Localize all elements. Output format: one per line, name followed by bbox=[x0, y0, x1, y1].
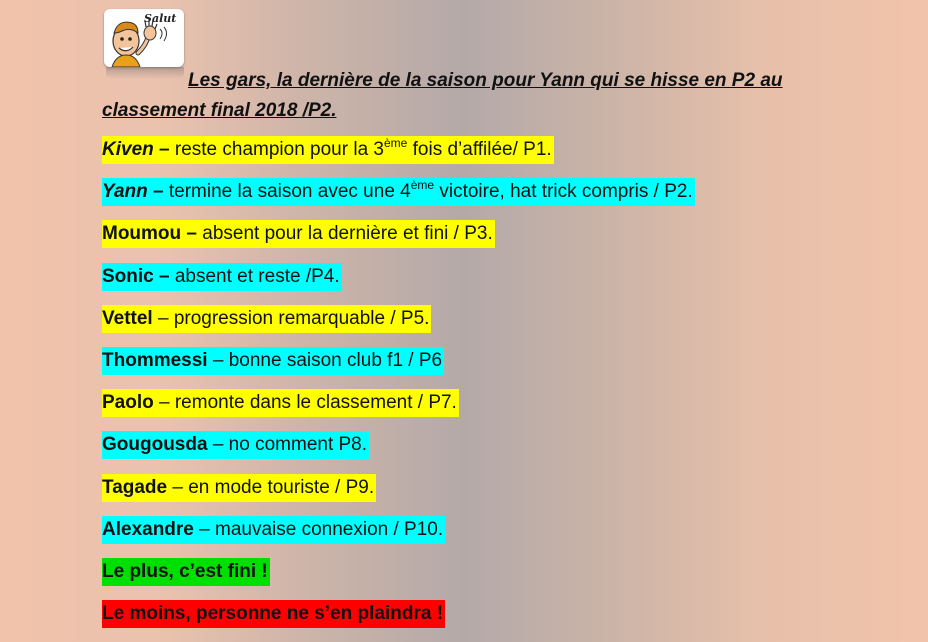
player-name: Tagade bbox=[102, 476, 168, 498]
ranking-row bbox=[102, 558, 695, 600]
highlighted-line bbox=[102, 136, 554, 164]
highlighted-line bbox=[102, 558, 270, 586]
highlighted-line bbox=[102, 263, 342, 291]
ranking-row bbox=[102, 600, 695, 642]
ranking-comment: termine la saison avec une 4 bbox=[163, 181, 411, 203]
ranking-comment-end: victoire, hat trick compris / P2. bbox=[434, 181, 693, 203]
logo-text: Salut bbox=[144, 12, 177, 25]
ranking-list bbox=[102, 136, 695, 642]
player-name: Vettel bbox=[102, 307, 153, 329]
ranking-row bbox=[102, 347, 695, 389]
ranking-row bbox=[102, 516, 695, 558]
ranking-row bbox=[102, 136, 695, 178]
ranking-row bbox=[102, 305, 695, 347]
ranking-row bbox=[102, 178, 695, 220]
ranking-row bbox=[102, 431, 695, 473]
player-name: Alexandre bbox=[102, 518, 194, 540]
player-name: Le plus, c’est fini ! bbox=[102, 560, 268, 582]
player-name: Gougousda bbox=[102, 434, 208, 456]
highlighted-line bbox=[102, 178, 695, 206]
salut-cartoon-logo bbox=[104, 9, 184, 67]
ordinal-suffix: ème bbox=[410, 177, 435, 192]
highlighted-line bbox=[102, 389, 459, 417]
ranking-row bbox=[102, 389, 695, 431]
ranking-row bbox=[102, 474, 695, 516]
intro-text: Les gars, la dernière de la saison pour Yann qui se hisse en P2 au classement final 2018 /P2. bbox=[102, 70, 783, 121]
player-name: Kiven – bbox=[102, 139, 170, 160]
player-name: Yann – bbox=[102, 181, 164, 203]
highlighted-line bbox=[102, 347, 444, 375]
player-name: Sonic – bbox=[102, 265, 170, 287]
ranking-comment: – no comment P8. bbox=[207, 434, 368, 456]
ranking-comment: – progression remarquable / P5. bbox=[152, 307, 430, 329]
player-name: Paolo bbox=[102, 392, 154, 414]
ranking-comment: – en mode touriste / P9. bbox=[167, 476, 375, 498]
highlighted-line bbox=[102, 600, 445, 628]
highlighted-line bbox=[102, 474, 376, 502]
player-name: Thommessi bbox=[102, 349, 208, 371]
highlighted-line bbox=[102, 305, 431, 333]
highlighted-line bbox=[102, 516, 445, 544]
ranking-comment: – mauvaise connexion / P10. bbox=[193, 518, 444, 540]
highlighted-line bbox=[102, 220, 495, 248]
ranking-row bbox=[102, 263, 695, 305]
player-name: Le moins, personne ne s’en plaindra ! bbox=[102, 603, 444, 625]
ranking-comment: reste champion pour la 3 bbox=[169, 139, 384, 160]
ranking-comment: absent pour la dernière et fini / P3. bbox=[197, 223, 493, 245]
player-name: Moumou – bbox=[102, 223, 197, 245]
ranking-comment: absent et reste /P4. bbox=[169, 265, 340, 287]
waving-cartoon-icon bbox=[104, 9, 184, 67]
ranking-comment-end: fois d’affilée/ P1. bbox=[407, 139, 552, 160]
intro-paragraph bbox=[102, 66, 802, 126]
ranking-comment: – remonte dans le classement / P7. bbox=[153, 392, 457, 414]
highlighted-line bbox=[102, 431, 369, 459]
ordinal-suffix: ème bbox=[384, 135, 408, 150]
ranking-comment: – bonne saison club f1 / P6 bbox=[207, 349, 443, 371]
ranking-row bbox=[102, 220, 695, 262]
